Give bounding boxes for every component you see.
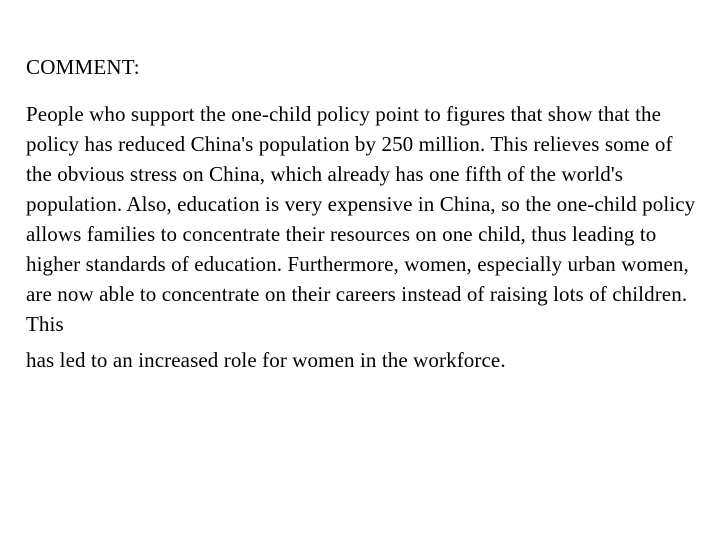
paragraph-text: People who support the one-child policy point to figures that show that the policy has reduced China's population by 250 million. This relieves some of the obvious stress on China, which already has one fifth of the world's population. Also, education is very expensive in China, so the one-child policy allows families to concentrate their resources on one child, thus leading to higher standards of education. Furthermore, women, especially urban women, are now able to concentrate on their careers instead of raising lots of children. This: [26, 102, 696, 336]
comment-paragraph: [26, 99, 696, 375]
comment-heading: COMMENT:: [26, 55, 140, 79]
paragraph-last-line: has led to an increased role for women in the workforce.: [26, 348, 506, 372]
slide-content: [26, 52, 696, 375]
